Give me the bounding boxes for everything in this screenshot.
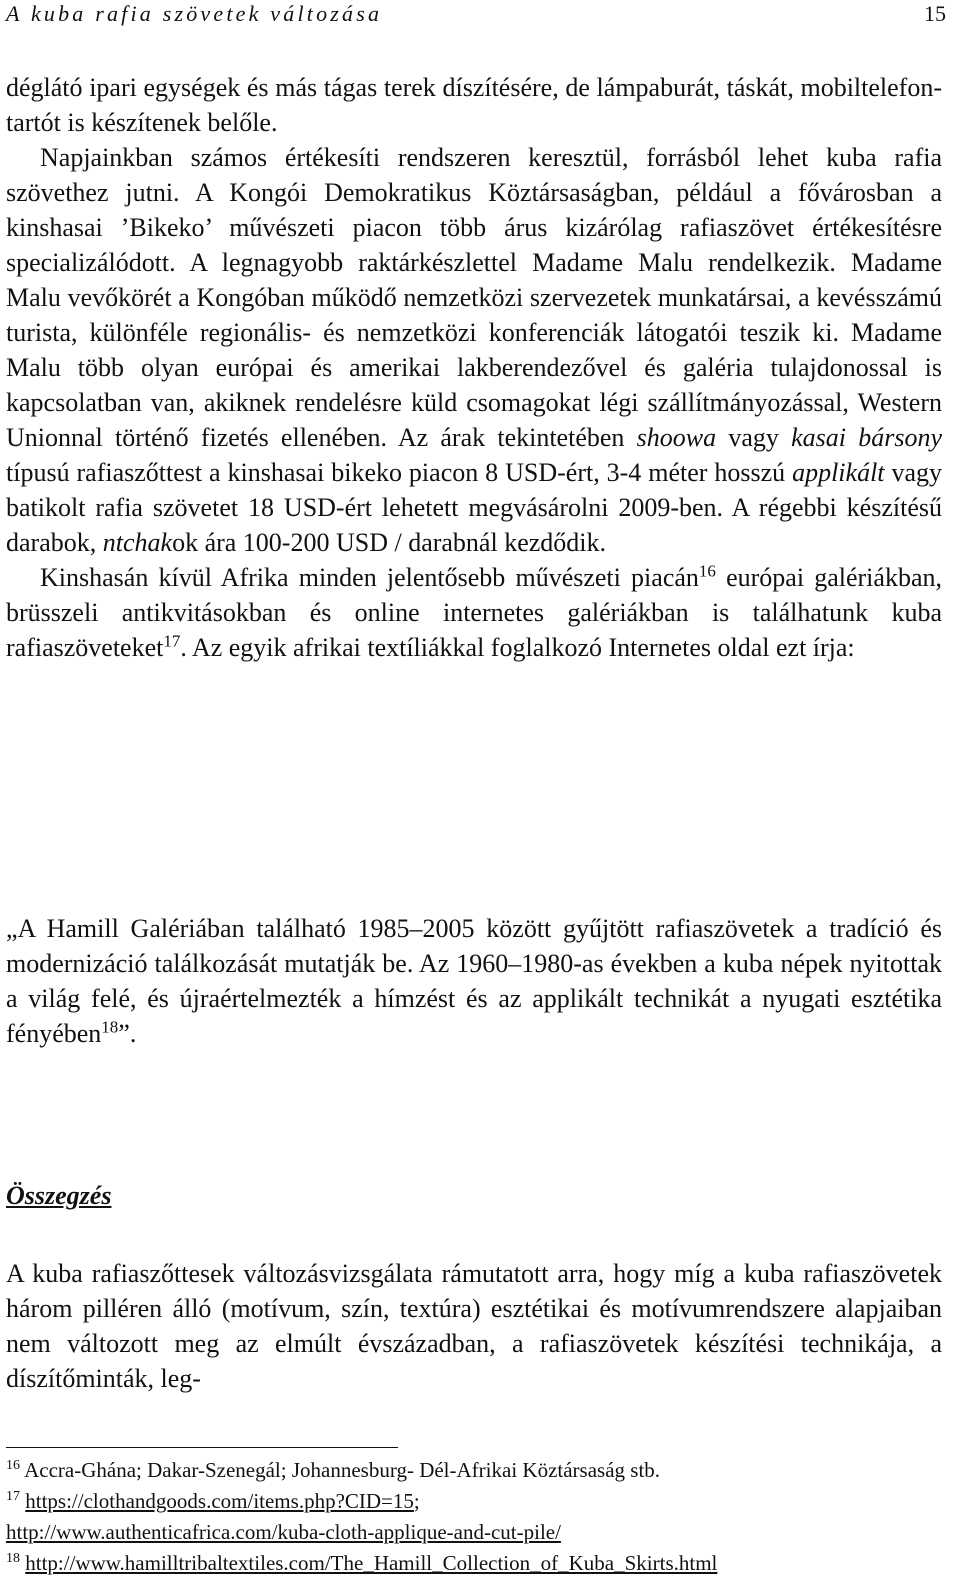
quote-text: „A Hamill Galériában található 1985–2005 között gyűjtött rafiaszövetek a tradíció és modernizáció találkozását mutatják be. Az 1960–1980-as években a kuba népek nyitottak a világ felé, és újraértelmezték a hímzést és az applikált technikát a nyugati esztétika fényében$^{18}$”. <box>6 914 942 1048</box>
footnotes <box>6 1455 946 1579</box>
footnote-ref-16[interactable]: 16 <box>698 561 716 581</box>
paragraph-2: Napjainkban számos értékesíti rendszeren keresztül, forrásból lehet kuba rafia szövethez jutni. A Kongói Demokratikus Köztársaságban, például a fővárosban a kinshasai ’Bikeko’ művészeti piacon több árus kizárólag rafiaszövet értékesítésre specializálódott. A legnagyobb raktárkészlettel Madame Malu rendelkezik. Madame Malu vevőkörét a Kongóban működő nemzetközi szervezetek munkatársai, a kevésszámú turista, különféle regionális- és nemzetközi konferenciák látogatói teszik ki. Madame Malu több olyan európai és amerikai lakberendezővel és galéria tulajdonossal is kapcsolatban van, akiknek rendelésre küld csomagokat légi szállítmányozással, Western Unionnal történő fizetés ellenében. Az árak tekintetében shoowa vagy kasai bársony típusú rafiaszőttest a kinshasai bikeko piacon 8 USD-ért, 3-4 méter hosszú applikált vagy batikolt rafia szövetet 18 USD-ért lehetett megvásárolni 2009-ben. A régebbi készítésű darabok, ntchakok ára 100-200 USD / darabnál kezdődik. <box>6 143 942 557</box>
running-header-title: A kuba rafia szövetek változása <box>6 1 383 26</box>
footnote-ref-17[interactable]: 17 <box>163 631 181 651</box>
paragraph-1: déglátó ipari egységek és más tágas terek díszítésére, de lámpaburát, táskát, mobiltelefon-tartót is készítenek belőle. <box>6 73 942 137</box>
body-text-block <box>6 70 942 665</box>
term-ntchak: ntchak <box>102 528 173 557</box>
footnote-16: $^{16}$ Accra-Ghána; Dakar-Szenegál; Johannesburg- Dél-Afrikai Köztársaság stb. <box>6 1458 661 1482</box>
footnote-17-link-authenticafrica[interactable]: http://www.authenticafrica.com/kuba-cloth-applique-and-cut-pile/ <box>6 1520 561 1544</box>
term-applikalt: applikált <box>792 458 885 487</box>
summary-block <box>6 1256 942 1396</box>
footnote-ref-18[interactable]: 18 <box>101 1017 119 1037</box>
page-number: 15 <box>924 1 946 26</box>
footnote-17: $^{17}$ https://clothandgoods.com/items.php?CID=15; <box>6 1489 420 1513</box>
paragraph-3: Kinshasán kívül Afrika minden jelentősebb művészeti piacán$^{16}$ európai galériákban, brüsszeli antikvitásokban és online internetes galériákban is találhatunk kuba rafiaszöveteket$^{17}$. Az egyik afrikai textíliákkal foglalkozó Internetes oldal ezt írja: <box>6 561 942 662</box>
section-heading: Összegzés <box>6 1181 112 1210</box>
term-shoowa: shoowa <box>636 423 717 452</box>
footnote-divider <box>6 1447 398 1448</box>
footnote-17-link-clothandgoods[interactable]: https://clothandgoods.com/items.php?CID=15 <box>25 1489 414 1513</box>
term-kasai-barsony: kasai bársony <box>791 423 942 452</box>
footnote-18: $^{18}$ http://www.hamilltribaltextiles.com/The_Hamill_Collection_of_Kuba_Skirts.html <box>6 1551 718 1575</box>
running-header <box>6 0 946 32</box>
footnote-17-continued <box>6 1517 946 1548</box>
summary-paragraph: A kuba rafiaszőttesek változásvizsgálata rámutatott arra, hogy míg a kuba rafiaszövetek három pilléren álló (motívum, szín, textúra) esztétikai és motívumrendszere alapjaiban nem változott meg az elmúlt évszázadban, a rafiaszövetek készítési technikája, a díszítőminták, leg- <box>6 1259 942 1393</box>
footnote-18-link-hamill[interactable]: http://www.hamilltribaltextiles.com/The_Hamill_Collection_of_Kuba_Skirts.html <box>25 1551 718 1575</box>
block-quote <box>6 911 942 1051</box>
